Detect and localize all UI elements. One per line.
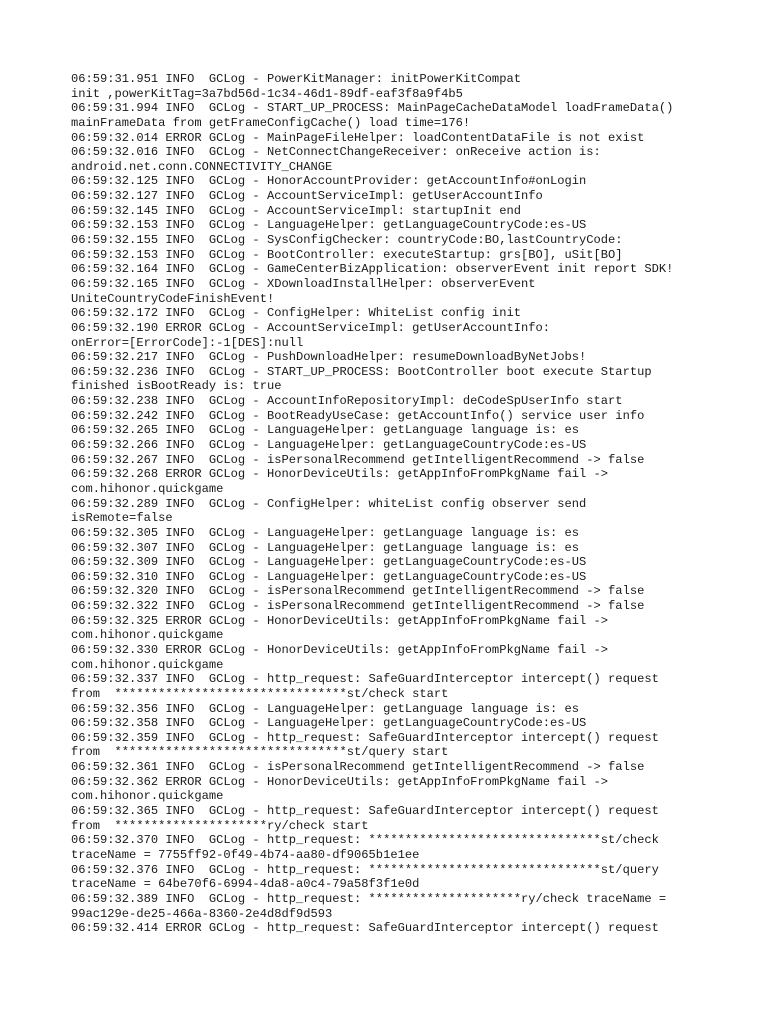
log-line: 06:59:32.414 ERROR GCLog - http_request: SafeGuardInterceptor intercept() request [71, 921, 659, 936]
log-line: 06:59:32.370 INFO GCLog - http_request: ********************************st/check [71, 833, 659, 848]
log-line: 06:59:32.190 ERROR GCLog - AccountServiceImpl: getUserAccountInfo: [71, 320, 550, 335]
log-line: 06:59:32.268 ERROR GCLog - HonorDeviceUtils: getAppInfoFromPkgName fail -> [71, 467, 609, 482]
log-line: finished isBootReady is: true [71, 379, 282, 394]
log-line: com.hihonor.quickgame [71, 657, 224, 672]
log-line: 06:59:32.307 INFO GCLog - LanguageHelper: getLanguage language is: es [71, 540, 580, 555]
log-line: 06:59:32.358 INFO GCLog - LanguageHelper: getLanguageCountryCode:es-US [71, 716, 587, 731]
log-line: 06:59:32.236 INFO GCLog - START_UP_PROCESS: BootController boot execute Startup [71, 364, 652, 379]
log-line: 06:59:32.376 INFO GCLog - http_request: ********************************st/query [71, 862, 659, 877]
log-line: 06:59:32.309 INFO GCLog - LanguageHelper: getLanguageCountryCode:es-US [71, 555, 587, 570]
log-line: com.hihonor.quickgame [71, 481, 224, 496]
log-line: 06:59:32.242 INFO GCLog - BootReadyUseCase: getAccountInfo() service user info [71, 408, 645, 423]
log-line: 06:59:32.325 ERROR GCLog - HonorDeviceUtils: getAppInfoFromPkgName fail -> [71, 613, 609, 628]
log-line: 06:59:32.127 INFO GCLog - AccountServiceImpl: getUserAccountInfo [71, 189, 543, 204]
log-line: from ********************************st/check start [71, 686, 449, 701]
log-line: 06:59:32.337 INFO GCLog - http_request: SafeGuardInterceptor intercept() request [71, 672, 659, 687]
log-line: onError=[ErrorCode]:-1[DES]:null [71, 335, 304, 350]
log-line: mainFrameData from getFrameConfigCache() load time=176! [71, 115, 471, 130]
log-line: traceName = 7755ff92-0f49-4b74-aa80-df9065b1e1ee [71, 847, 420, 862]
log-line: 06:59:32.153 INFO GCLog - LanguageHelper: getLanguageCountryCode:es-US [71, 218, 587, 233]
log-line: 06:59:32.362 ERROR GCLog - HonorDeviceUtils: getAppInfoFromPkgName fail -> [71, 774, 609, 789]
log-line: 06:59:32.238 INFO GCLog - AccountInfoRepositoryImpl: deCodeSpUserInfo start [71, 394, 623, 409]
log-line: 06:59:32.153 INFO GCLog - BootController: executeStartup: grs[BO], uSit[BO] [71, 247, 623, 262]
log-line: 06:59:32.330 ERROR GCLog - HonorDeviceUtils: getAppInfoFromPkgName fail -> [71, 642, 609, 657]
log-line: 06:59:32.265 INFO GCLog - LanguageHelper: getLanguage language is: es [71, 423, 580, 438]
log-line: from *********************ry/check start [71, 818, 369, 833]
log-line: 06:59:32.310 INFO GCLog - LanguageHelper: getLanguageCountryCode:es-US [71, 569, 587, 584]
log-line: init ,powerKitTag=3a7bd56d-1c34-46d1-89df-eaf3f8a9f4b5 [71, 86, 463, 101]
log-line: 06:59:32.155 INFO GCLog - SysConfigChecker: countryCode:BO,lastCountryCode: [71, 233, 623, 248]
log-line: 06:59:32.365 INFO GCLog - http_request: SafeGuardInterceptor intercept() request [71, 804, 659, 819]
log-line: 06:59:32.389 INFO GCLog - http_request: *********************ry/check traceName = [71, 891, 667, 906]
log-line: 06:59:32.165 INFO GCLog - XDownloadInstallHelper: observerEvent [71, 276, 536, 291]
log-line: traceName = 64be70f6-6994-4da8-a0c4-79a58f3f1e0d [71, 877, 420, 892]
log-line: 06:59:32.164 INFO GCLog - GameCenterBizApplication: observerEvent init report SDK! [71, 262, 674, 277]
log-line: 06:59:32.016 INFO GCLog - NetConnectChangeReceiver: onReceive action is: [71, 145, 601, 160]
log-line: 06:59:31.994 INFO GCLog - START_UP_PROCESS: MainPageCacheDataModel loadFrameData() [71, 101, 674, 116]
log-line: isRemote=false [71, 511, 173, 526]
log-line: 06:59:32.217 INFO GCLog - PushDownloadHelper: resumeDownloadByNetJobs! [71, 350, 587, 365]
log-line: 06:59:32.145 INFO GCLog - AccountServiceImpl: startupInit end [71, 203, 521, 218]
log-line: 99ac129e-de25-466a-8360-2e4d8df9d593 [71, 906, 333, 921]
log-line: UniteCountryCodeFinishEvent! [71, 291, 275, 306]
log-line: 06:59:32.267 INFO GCLog - isPersonalRecommend getIntelligentRecommend -> false [71, 452, 645, 467]
log-line: android.net.conn.CONNECTIVITY_CHANGE [71, 159, 333, 174]
log-line: 06:59:32.359 INFO GCLog - http_request: SafeGuardInterceptor intercept() request [71, 730, 659, 745]
log-line: 06:59:32.322 INFO GCLog - isPersonalRecommend getIntelligentRecommend -> false [71, 599, 645, 614]
log-line: 06:59:32.320 INFO GCLog - isPersonalRecommend getIntelligentRecommend -> false [71, 584, 645, 599]
log-line: 06:59:31.951 INFO GCLog - PowerKitManager: initPowerKitCompat [71, 72, 521, 86]
log-line: from ********************************st/query start [71, 745, 449, 760]
log-line: 06:59:32.361 INFO GCLog - isPersonalRecommend getIntelligentRecommend -> false [71, 760, 645, 775]
log-line: 06:59:32.014 ERROR GCLog - MainPageFileHelper: loadContentDataFile is not exist [71, 130, 645, 145]
log-line: 06:59:32.305 INFO GCLog - LanguageHelper: getLanguage language is: es [71, 525, 580, 540]
log-line: 06:59:32.356 INFO GCLog - LanguageHelper: getLanguage language is: es [71, 701, 580, 716]
log-line: 06:59:32.289 INFO GCLog - ConfigHelper: whiteList config observer send [71, 496, 587, 511]
log-line: com.hihonor.quickgame [71, 628, 224, 643]
log-line: 06:59:32.172 INFO GCLog - ConfigHelper: WhiteList config init [71, 306, 521, 321]
log-line: com.hihonor.quickgame [71, 789, 224, 804]
log-line: 06:59:32.125 INFO GCLog - HonorAccountProvider: getAccountInfo#onLogin [71, 174, 587, 189]
log-line: 06:59:32.266 INFO GCLog - LanguageHelper: getLanguageCountryCode:es-US [71, 438, 587, 453]
log-text-block [71, 72, 761, 936]
